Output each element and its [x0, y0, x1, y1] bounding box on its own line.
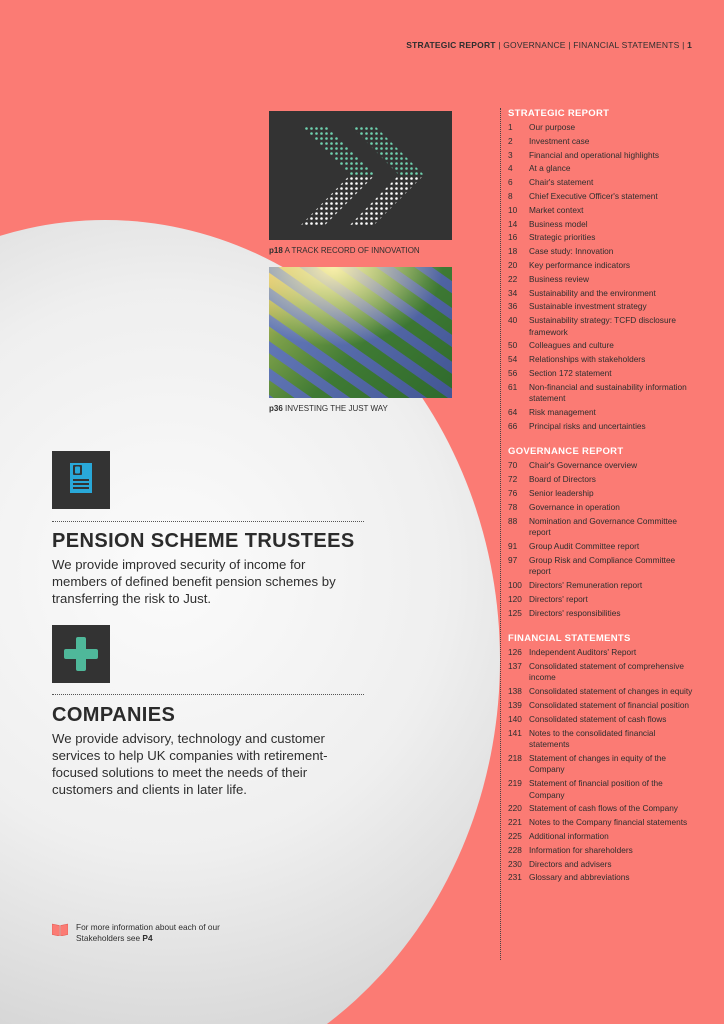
toc-entry-title: Independent Auditors' Report — [529, 647, 637, 658]
innovation-image[interactable] — [269, 111, 452, 240]
toc-entry[interactable] — [508, 580, 696, 592]
breadcrumb-rest: | GOVERNANCE | FINANCIAL STATEMENTS | — [495, 40, 688, 50]
solar-panels-graphic — [269, 267, 452, 398]
section-title: PENSION SCHEME TRUSTEES — [52, 530, 355, 552]
toc-page-number: 8 — [508, 190, 513, 201]
toc-entry-title: Directors and advisers — [529, 858, 612, 869]
toc-heading[interactable]: GOVERNANCE REPORT — [508, 446, 624, 458]
toc-page-number: 70 — [508, 460, 518, 471]
toc-entry-title: Market context — [529, 204, 584, 215]
toc-page-number: 76 — [508, 488, 518, 499]
toc-page-number: 97 — [508, 554, 518, 565]
toc-page-number: 218 — [508, 752, 522, 763]
toc-entry-title: Consolidated statement of comprehensive income — [529, 660, 684, 683]
stakeholders-link[interactable]: P4 — [142, 932, 153, 943]
toc-page-number: 64 — [508, 407, 518, 418]
toc-entry-title: Group Risk and Compliance Committee report — [529, 554, 676, 577]
toc-page-number: 138 — [508, 686, 522, 697]
toc-heading[interactable]: FINANCIAL STATEMENTS — [508, 633, 631, 645]
toc-page-number: 231 — [508, 872, 522, 883]
toc-entry[interactable] — [508, 136, 696, 148]
toc-entry-title: Business model — [529, 218, 588, 229]
toc-entry-title: At a glance — [529, 163, 571, 174]
toc-entry-title: Directors' report — [529, 593, 588, 604]
toc-entry[interactable] — [508, 859, 696, 871]
toc-entry[interactable] — [508, 219, 696, 231]
toc-entry[interactable] — [508, 191, 696, 203]
toc-page-number: 16 — [508, 232, 518, 243]
toc-entry[interactable] — [508, 555, 696, 578]
toc-entry-title: Principal risks and uncertainties — [529, 420, 646, 431]
section-body: We provide advisory, technology and customer services to help UK companies with retirement-focused solutions to meet the needs of their customers and clients in later life. — [52, 731, 328, 797]
toc-entry[interactable] — [508, 753, 696, 776]
toc-entry-title: Group Audit Committee report — [529, 540, 640, 551]
toc-entry[interactable] — [508, 368, 696, 380]
toc-entry-title: Financial and operational highlights — [529, 149, 660, 160]
toc-entry[interactable] — [508, 803, 696, 815]
toc-entry[interactable] — [508, 872, 696, 884]
toc-entry-title: Case study: Innovation — [529, 246, 614, 257]
toc-page-number: 100 — [508, 580, 522, 591]
toc-entry[interactable] — [508, 232, 696, 244]
toc-heading[interactable]: STRATEGIC REPORT — [508, 108, 610, 119]
toc-entry-title: Chief Executive Officer's statement — [529, 190, 658, 201]
section-title: COMPANIES — [52, 704, 176, 726]
toc-entry[interactable] — [508, 488, 696, 500]
toc-page-number: 3 — [508, 149, 513, 160]
toc-entry[interactable] — [508, 260, 696, 272]
toc-page-number: 230 — [508, 858, 522, 869]
toc-page-number: 36 — [508, 301, 518, 312]
toc-page-number: 219 — [508, 778, 522, 789]
table-of-contents — [500, 108, 696, 960]
toc-page-number: 91 — [508, 540, 518, 551]
image-caption-innovation: p18 A TRACK RECORD OF INNOVATION — [269, 246, 420, 255]
toc-page-number: 34 — [508, 287, 518, 298]
toc-entry-title: Section 172 statement — [529, 368, 612, 379]
section-divider — [52, 521, 364, 522]
toc-page-number: 66 — [508, 420, 518, 431]
toc-entry-title: Chair's statement — [529, 177, 594, 188]
toc-entry[interactable] — [508, 728, 696, 751]
breadcrumb-current[interactable]: STRATEGIC REPORT — [406, 40, 496, 50]
toc-page-number: 125 — [508, 607, 522, 618]
toc-entry-title: Directors' responsibilities — [529, 607, 621, 618]
header-breadcrumb — [406, 40, 692, 50]
toc-entry-title: Additional information — [529, 831, 609, 842]
toc-entry[interactable] — [508, 163, 696, 175]
toc-entry[interactable] — [508, 274, 696, 286]
toc-entry-title: Statement of cash flows of the Company — [529, 803, 678, 814]
toc-page-number: 120 — [508, 593, 522, 604]
toc-entry-title: Directors' Remuneration report — [529, 580, 643, 591]
toc-page-number: 141 — [508, 727, 522, 738]
toc-entry-title: Colleagues and culture — [529, 340, 614, 351]
toc-entry[interactable] — [508, 594, 696, 606]
toc-page-number: 14 — [508, 218, 518, 229]
toc-entry[interactable] — [508, 700, 696, 712]
toc-entry-title: Consolidated statement of financial position — [529, 700, 690, 710]
toc-entry[interactable] — [508, 340, 696, 352]
toc-entry[interactable] — [508, 474, 696, 486]
toc-page-number: 22 — [508, 273, 518, 284]
toc-page-number: 1 — [508, 122, 513, 132]
toc-page-number: 54 — [508, 354, 518, 365]
toc-entry[interactable] — [508, 516, 696, 539]
toc-entry-title: Notes to the Company financial statements — [529, 817, 688, 828]
toc-entry[interactable] — [508, 845, 696, 857]
toc-entry-title: Strategic priorities — [529, 232, 596, 243]
toc-page-number: 61 — [508, 381, 518, 392]
toc-entry-title: Sustainability and the environment — [529, 287, 656, 298]
book-icon — [52, 923, 68, 936]
toc-section — [508, 108, 696, 432]
solar-panels-image[interactable] — [269, 267, 452, 398]
toc-page-number: 6 — [508, 177, 513, 188]
toc-entry-title: Sustainable investment strategy — [529, 301, 647, 312]
toc-entry[interactable] — [508, 502, 696, 514]
section-divider — [52, 694, 364, 695]
toc-entry-title: Sustainability strategy: TCFD disclosure framework — [529, 315, 676, 337]
toc-page-number: 20 — [508, 259, 518, 270]
toc-entry[interactable] — [508, 778, 696, 801]
toc-entry[interactable] — [508, 407, 696, 419]
footer-note: For more information about each of our Stakeholders see P4 — [52, 922, 226, 943]
toc-page-number: 221 — [508, 817, 522, 828]
toc-page-number: 78 — [508, 501, 518, 512]
chevron-dots-graphic — [269, 111, 452, 240]
toc-entry[interactable] — [508, 122, 696, 134]
toc-entry[interactable] — [508, 541, 696, 553]
toc-entry-title: Nomination and Governance Committee report — [529, 515, 678, 538]
toc-entry-title: Governance in operation — [529, 501, 620, 512]
toc-entry-title: Notes to the consolidated financial statements — [529, 727, 656, 750]
toc-entry-title: Our purpose — [529, 122, 576, 132]
toc-entry-title: Consolidated statement of changes in equity — [529, 686, 693, 697]
toc-page-number: 225 — [508, 831, 522, 842]
toc-entry[interactable] — [508, 608, 696, 620]
toc-entry-title: Statement of financial position of the Company — [529, 778, 663, 800]
toc-page-number: 18 — [508, 246, 518, 257]
toc-entry-title: Consolidated statement of cash flows — [529, 713, 667, 724]
toc-entry-title: Statement of changes in equity of the Company — [529, 752, 666, 775]
toc-page-number: 139 — [508, 700, 522, 710]
toc-page-number: 50 — [508, 340, 518, 351]
section-body: We provide improved security of income for members of defined benefit pension schemes by transferring the risk to Just. — [52, 557, 336, 606]
toc-page-number: 4 — [508, 163, 513, 174]
toc-entry[interactable] — [508, 382, 696, 405]
document-icon — [52, 451, 110, 509]
toc-entry-title: Chair's Governance overview — [529, 460, 638, 471]
toc-entry[interactable] — [508, 647, 696, 659]
toc-entry[interactable] — [508, 661, 696, 684]
toc-page-number: 220 — [508, 803, 522, 814]
toc-page-number: 140 — [508, 713, 522, 724]
toc-entry-title: Board of Directors — [529, 474, 596, 485]
toc-page-number: 228 — [508, 844, 522, 855]
toc-section — [508, 633, 696, 884]
toc-entry[interactable] — [508, 460, 696, 472]
toc-entry-title: Senior leadership — [529, 488, 594, 499]
toc-entry-title: Glossary and abbreviations — [529, 872, 630, 883]
toc-page-number: 40 — [508, 315, 518, 326]
toc-entry-title: Key performance indicators — [529, 259, 630, 270]
toc-entry[interactable] — [508, 831, 696, 843]
page-number: 1 — [687, 40, 692, 50]
image-caption-investing: p36 INVESTING THE JUST WAY — [269, 404, 388, 413]
toc-entry[interactable] — [508, 315, 696, 338]
toc-entry-title: Risk management — [529, 407, 596, 418]
toc-page-number: 2 — [508, 135, 513, 146]
plus-icon — [52, 625, 110, 683]
toc-entry[interactable] — [508, 714, 696, 726]
toc-page-number: 137 — [508, 660, 522, 671]
toc-entry[interactable] — [508, 246, 696, 258]
toc-entry[interactable] — [508, 205, 696, 217]
toc-entry[interactable] — [508, 421, 696, 433]
toc-entry[interactable] — [508, 177, 696, 189]
toc-entry[interactable] — [508, 354, 696, 366]
toc-entry-title: Investment case — [529, 135, 590, 146]
toc-entry-title: Information for shareholders — [529, 844, 633, 855]
toc-entry[interactable] — [508, 288, 696, 300]
toc-page-number: 126 — [508, 647, 522, 658]
toc-entry[interactable] — [508, 817, 696, 829]
toc-section — [508, 446, 696, 619]
toc-entry[interactable] — [508, 686, 696, 698]
toc-entry[interactable] — [508, 301, 696, 313]
toc-entry-title: Relationships with stakeholders — [529, 354, 646, 365]
toc-page-number: 10 — [508, 204, 518, 215]
toc-entry[interactable] — [508, 150, 696, 162]
toc-entry-title: Business review — [529, 273, 589, 284]
toc-page-number: 72 — [508, 474, 518, 485]
toc-page-number: 56 — [508, 368, 518, 379]
toc-entry-title: Non-financial and sustainability information statement — [529, 381, 687, 404]
toc-page-number: 88 — [508, 515, 518, 526]
